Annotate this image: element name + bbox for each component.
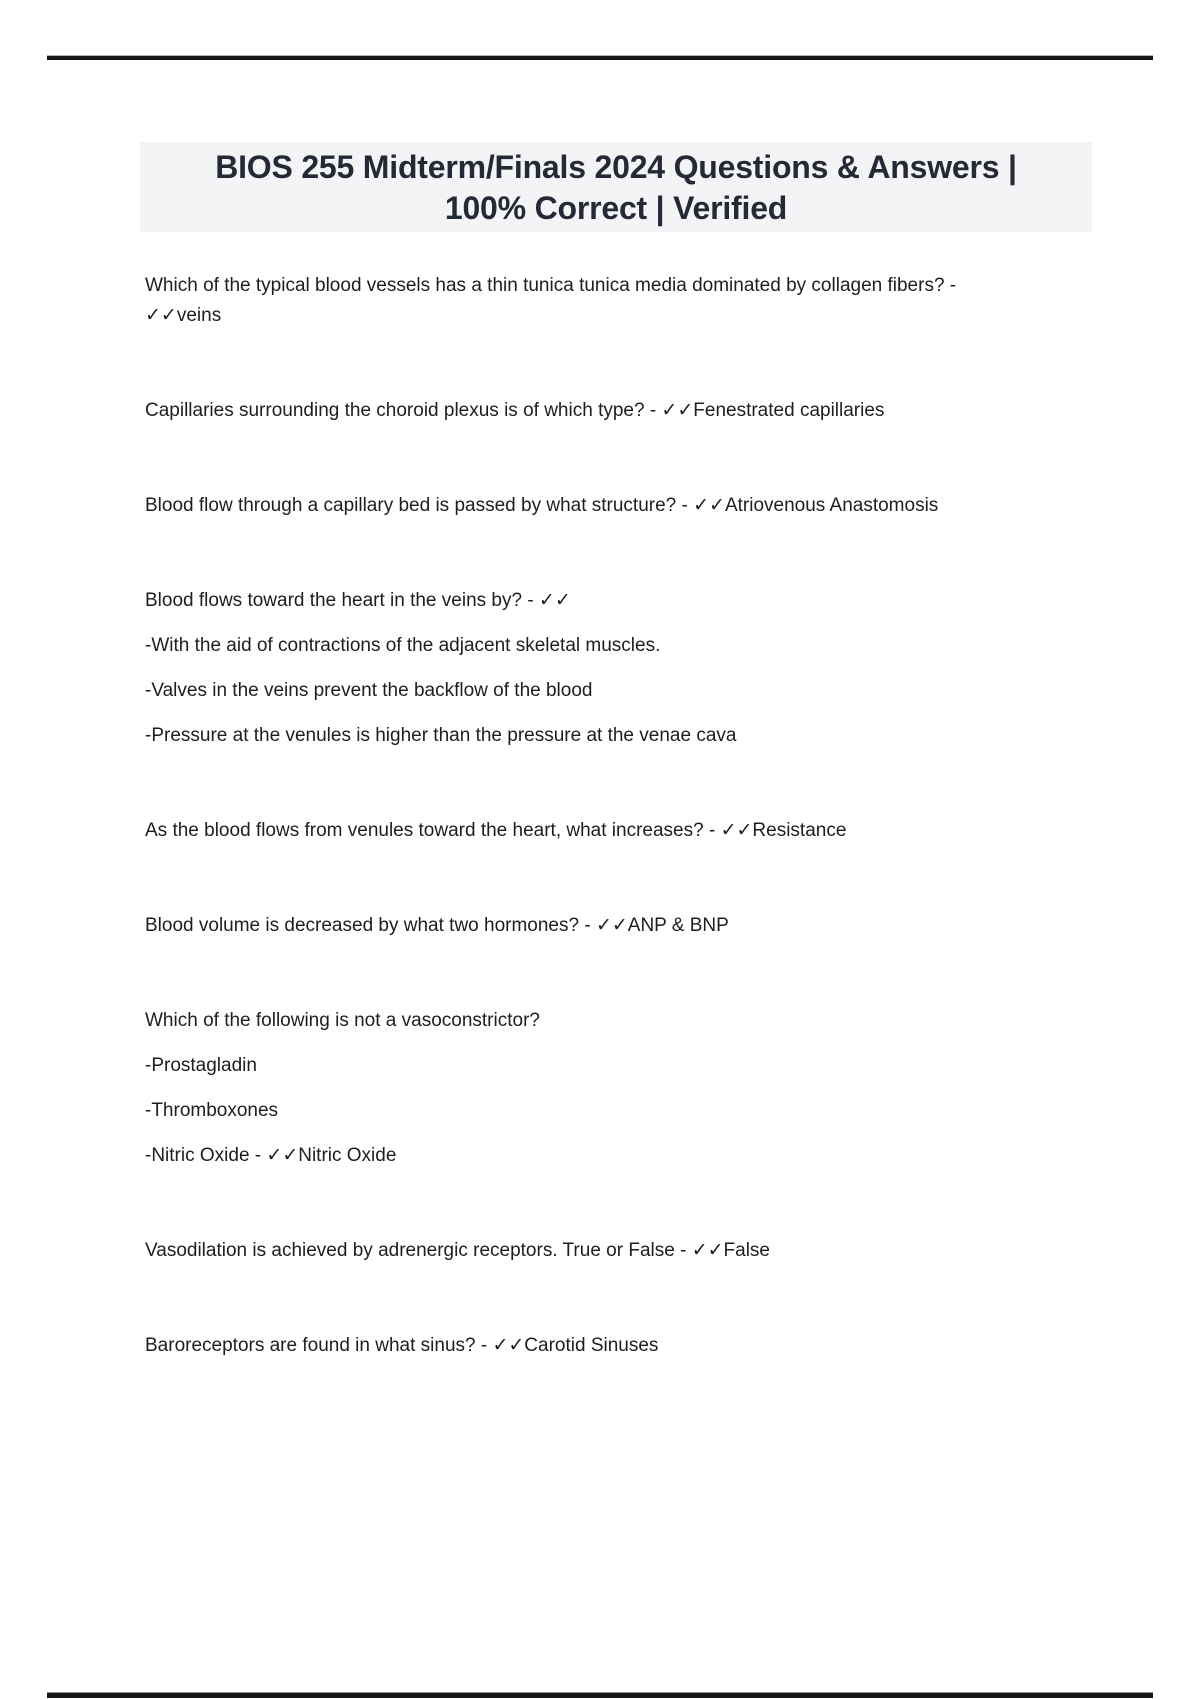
document-title-block — [140, 142, 1092, 232]
qa-content — [145, 271, 1050, 1426]
qa-line: -Pressure at the venules is higher than the pressure at the venae cava — [145, 725, 737, 746]
qa-line: -Nitric Oxide - ✓✓Nitric Oxide — [145, 1145, 397, 1166]
qa-line: ✓✓veins — [145, 305, 222, 326]
document-title-line-2: 100% Correct | Verified — [444, 190, 788, 226]
qa-line: Blood flow through a capillary bed is passed by what structure? - ✓✓Atriovenous Anastomosis — [145, 495, 939, 516]
qa-block — [145, 1006, 1050, 1171]
qa-line: Baroreceptors are found in what sinus? - ✓✓Carotid Sinuses — [145, 1335, 659, 1356]
bottom-border-rule — [47, 1692, 1153, 1698]
qa-block — [145, 816, 1050, 846]
document-title-line-1: BIOS 255 Midterm/Finals 2024 Questions & Answers | — [215, 149, 1017, 185]
qa-line: -Prostagladin — [145, 1055, 257, 1076]
qa-block — [145, 491, 1050, 521]
qa-block — [145, 586, 1050, 751]
qa-line: Capillaries surrounding the choroid plexus is of which type? - ✓✓Fenestrated capillaries — [145, 400, 885, 421]
qa-line: -With the aid of contractions of the adjacent skeletal muscles. — [145, 635, 661, 656]
qa-block — [145, 271, 1050, 331]
qa-line: Blood volume is decreased by what two hormones? - ✓✓ANP & BNP — [145, 915, 729, 936]
qa-line: As the blood flows from venules toward the heart, what increases? - ✓✓Resistance — [145, 820, 847, 841]
qa-block — [145, 911, 1050, 941]
qa-line: Which of the typical blood vessels has a thin tunica tunica media dominated by collagen fibers? - — [145, 275, 957, 296]
qa-block — [145, 396, 1050, 426]
qa-line: Blood flows toward the heart in the veins by? - ✓✓ — [145, 590, 571, 611]
qa-line: -Thromboxones — [145, 1100, 279, 1121]
top-border-rule — [47, 55, 1153, 60]
qa-line: -Valves in the veins prevent the backflow of the blood — [145, 680, 593, 701]
qa-line: Which of the following is not a vasoconstrictor? — [145, 1010, 540, 1031]
qa-block — [145, 1331, 1050, 1361]
qa-block — [145, 1236, 1050, 1266]
qa-line: Vasodilation is achieved by adrenergic receptors. True or False - ✓✓False — [145, 1240, 770, 1261]
